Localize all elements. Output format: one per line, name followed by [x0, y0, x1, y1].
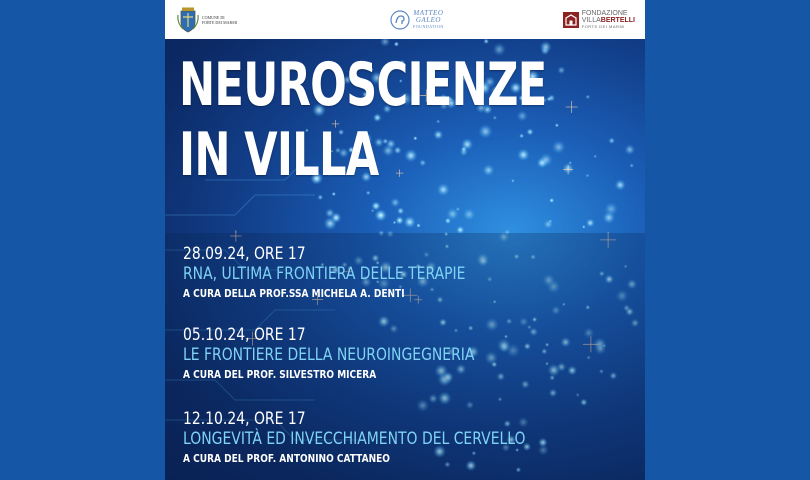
neural-dot [582, 225, 586, 229]
matteo-galeo-logo [390, 10, 444, 30]
neural-dot [543, 219, 553, 229]
neural-dot [629, 163, 634, 168]
event-3 [183, 409, 526, 467]
event-topic: LE FRONTIERE DELLA NEUROINGEGNERIA [183, 345, 475, 365]
neural-dot [403, 216, 416, 229]
matteo-galeo-emblem-icon [390, 10, 410, 30]
comune-crest-icon [177, 7, 199, 33]
neural-dot [397, 207, 405, 215]
neural-dot [371, 209, 375, 213]
logo-bar [165, 0, 645, 39]
poster-title [179, 50, 546, 190]
villa-word: VILLA [581, 17, 601, 24]
neural-dot [549, 198, 554, 203]
event-topic: LONGEVITÀ ED INVECCHIAMENTO DEL CERVELLO [183, 429, 526, 449]
neural-dot [593, 155, 597, 159]
matteo-line1: MATTEO [413, 9, 444, 17]
matteo-sub: FOUNDATION [413, 24, 444, 29]
neural-dot [552, 140, 566, 154]
neural-dot [374, 209, 387, 222]
event-2 [183, 325, 474, 383]
event-date: 05.10.24, ORE 17 [183, 325, 306, 345]
event-topic: RNA, ULTIMA FRONTIERA DELLE TERAPIE [183, 264, 466, 284]
neural-dot [332, 192, 336, 196]
neural-dot [624, 144, 635, 155]
event-date: 12.10.24, ORE 17 [183, 409, 306, 429]
sparkle [566, 101, 578, 113]
bertelli-word: BERTELLI [600, 17, 635, 24]
neural-dot [604, 202, 618, 216]
villa-bertelli-logo [563, 10, 635, 29]
neural-dot [548, 94, 556, 102]
neural-dot [463, 208, 476, 221]
neural-dot [390, 197, 400, 207]
neural-dot [585, 95, 590, 100]
neural-dot [456, 207, 461, 212]
neural-dot [586, 218, 595, 227]
neural-dot [366, 191, 371, 196]
event-1 [183, 244, 465, 302]
villa-sub: FORTE DEI MARMI [581, 24, 625, 29]
neural-dot [416, 223, 421, 228]
neural-dot [557, 66, 565, 74]
title-line-1: NEUROSCIENZE [179, 50, 547, 120]
villa-bertelli-emblem-icon [563, 12, 579, 28]
neural-dot [614, 179, 626, 191]
villa-line1: FONDAZIONE [581, 10, 628, 17]
comune-line2: FORTE DEI MARMI [202, 19, 238, 25]
neural-dot [568, 161, 572, 165]
event-date: 28.09.24, ORE 17 [183, 244, 306, 264]
neural-dot [325, 208, 335, 218]
neural-dot [395, 216, 404, 225]
neural-dot [608, 137, 615, 144]
neural-dot [483, 38, 489, 44]
neural-dot [585, 174, 589, 178]
event-speaker: A CURA DEL PROF. ANTONINO CATTANEO [183, 452, 390, 465]
event-speaker: A CURA DELLA PROF.SSA MICHELA A. DENTI [183, 287, 405, 300]
comune-logo [177, 7, 237, 33]
matteo-line2: GALEO [415, 16, 441, 24]
neural-dot [317, 194, 323, 200]
event-speaker: A CURA DEL PROF. SILVESTRO MICERA [183, 368, 377, 381]
title-line-2: IN VILLA [179, 120, 379, 190]
neural-dot [394, 41, 399, 46]
event-poster [165, 0, 645, 480]
neural-dot [555, 123, 559, 127]
comune-line1: COMUNE DI [202, 14, 225, 20]
